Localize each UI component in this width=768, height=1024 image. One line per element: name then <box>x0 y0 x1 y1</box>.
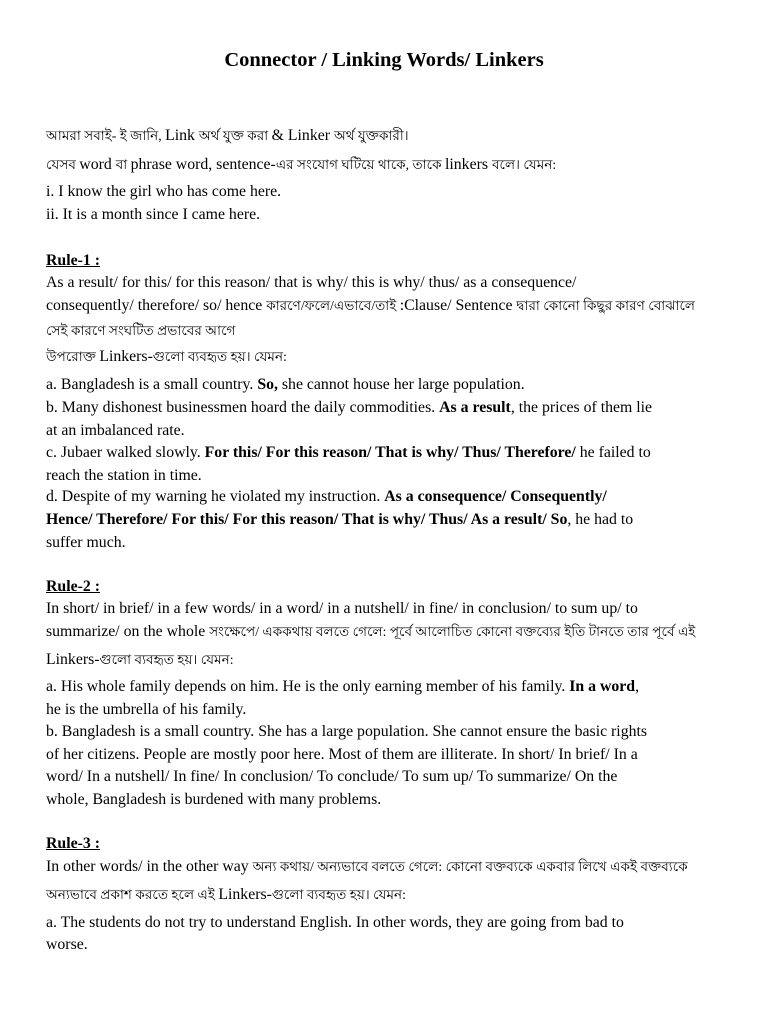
example-linker: So, <box>257 376 278 393</box>
rule-1-usage-line <box>46 347 287 367</box>
intro-text-english: Link <box>165 127 199 144</box>
intro-example-1: i. I know the girl who has come here. <box>46 183 282 200</box>
rule-1-example-c-line-1 <box>46 443 651 463</box>
example-linker: As a result <box>439 399 511 416</box>
text-bengali: উপরোক্ত <box>46 349 100 364</box>
rule-2-linkers-line-1: In short/ in brief/ in a few words/ in a word/ in a nutshell/ in fine/ in conclusion/ to sum up/ to <box>46 600 638 617</box>
example-linker: Hence/ Therefore/ For this/ For this reason/ That is why/ Thus/ As a result/ So <box>46 511 568 528</box>
example-text: she cannot house her large population. <box>277 376 525 393</box>
example-linker: As a consequence/ Consequently/ <box>384 488 607 505</box>
intro-line-1 <box>46 126 409 146</box>
text-english: Linkers- <box>46 651 100 668</box>
rule-1-example-d-line-3: suffer much. <box>46 534 126 551</box>
example-text: , <box>635 678 640 695</box>
text-bengali: অন্যভাবে প্রকাশ করতে হলে এই <box>46 887 219 902</box>
example-text: a. His whole family depends on him. He is the only earning member of his family. <box>46 678 570 695</box>
rule-1-description-line: সেই কারণে সংঘটিত প্রভাবের আগে <box>46 323 236 338</box>
example-linker: For this/ For this reason/ That is why/ Thus/ Therefore/ <box>204 444 576 461</box>
intro-text-english: & Linker <box>271 127 334 144</box>
intro-text-bengali: আমরা সবাই- ই জানি, <box>46 128 166 143</box>
intro-text-english: phrase word, sentence- <box>130 156 276 173</box>
text-english: In other words/ in the other way <box>46 858 253 875</box>
rule-3-usage-line <box>46 885 406 905</box>
text-english: Linkers- <box>218 886 272 903</box>
rule-1-example-b-line-2: at an imbalanced rate. <box>46 422 185 439</box>
rule-2-example-b-line-3: word/ In a nutshell/ In fine/ In conclusion/ To conclude/ To sum up/ To summarize/ On the <box>46 768 618 785</box>
rule-2-example-a-line-2: he is the umbrella of his family. <box>46 701 247 718</box>
example-linker: In a word <box>569 678 636 695</box>
text-bengali: অন্য কথায়/ অন্যভাবে বলতে গেলে: কোনো বক্তব্যকে একবার লিখে একই বক্তব্যকে <box>252 859 688 874</box>
text-english: consequently/ therefore/ so/ hence <box>46 297 267 314</box>
example-text: , the prices of them lie <box>510 399 653 416</box>
rule-2-usage-line <box>46 650 234 670</box>
rule-2-heading: Rule-2 : <box>46 578 100 595</box>
rule-2-example-b-line-1: b. Bangladesh is a small country. She has a large population. She cannot ensure the basic rights <box>46 723 648 740</box>
text-bengali: গুলো ব্যবহৃত হয়। যেমন: <box>271 887 406 902</box>
text-bengali: কারণে/ফলে/এভাবে/তাই <box>266 298 400 313</box>
text-bengali: গুলো ব্যবহৃত হয়। যেমন: <box>152 349 287 364</box>
example-text: , he had to <box>567 511 634 528</box>
rule-3-linkers-line-1 <box>46 857 688 877</box>
intro-text-bengali: এর সংযোগ ঘটিয়ে থাকে, তাকে <box>275 157 445 172</box>
rule-1-linkers-line-2 <box>46 296 695 316</box>
rule-3-heading: Rule-3 : <box>46 835 100 852</box>
intro-text-bengali: বলে। যেমন: <box>491 157 557 172</box>
rule-3-example-a-line-2: worse. <box>46 936 88 953</box>
rule-1-linkers-line-1: As a result/ for this/ for this reason/ that is why/ this is why/ thus/ as a consequence/ <box>46 274 577 291</box>
rule-1-example-a <box>46 375 525 395</box>
text-english: Linkers- <box>99 348 153 365</box>
text-bengali: দ্বারা কোনো কিছুর কারণ বোঝালে <box>516 298 696 313</box>
intro-text-bengali: বা <box>115 157 131 172</box>
intro-text-bengali: অর্থ যুক্তকারী। <box>333 128 409 143</box>
example-text: d. Despite of my warning he violated my instruction. <box>46 488 385 505</box>
intro-text-english: linkers <box>445 156 492 173</box>
intro-line-2 <box>46 155 556 175</box>
rule-2-linkers-line-2 <box>46 622 695 642</box>
intro-text-bengali: যেসব <box>46 157 80 172</box>
page-title: Connector / Linking Words/ Linkers <box>224 49 544 71</box>
rule-1-example-b-line-1 <box>46 398 652 418</box>
text-english: summarize/ on the whole <box>46 623 210 640</box>
text-bengali: সংক্ষেপে/ এককথায় বলতে গেলে: পূর্বে আলোচিত কোনো বক্তব্যের ইতি টানতে তার পূর্বে এই <box>209 624 696 639</box>
example-text: c. Jubaer walked slowly. <box>46 444 205 461</box>
rule-2-example-b-line-4: whole, Bangladesh is burdened with many problems. <box>46 791 382 808</box>
example-text: b. Many dishonest businessmen hoard the daily commodities. <box>46 399 440 416</box>
rule-1-example-d-line-2 <box>46 510 633 530</box>
example-text: a. Bangladesh is a small country. <box>46 376 258 393</box>
rule-3-example-a-line-1: a. The students do not try to understand English. In other words, they are going from bad to <box>46 914 624 931</box>
example-text: he failed to <box>575 444 651 461</box>
rule-2-example-a-line-1 <box>46 677 639 697</box>
intro-text-english: word <box>79 156 116 173</box>
rule-1-heading: Rule-1 : <box>46 252 100 269</box>
rule-2-example-b-line-2: of her citizens. People are mostly poor here. Most of them are illiterate. In short/ In brief/ In a <box>46 746 638 763</box>
rule-1-example-c-line-2: reach the station in time. <box>46 467 202 484</box>
text-english: :Clause/ Sentence <box>399 297 517 314</box>
rule-1-example-d-line-1 <box>46 487 607 507</box>
intro-example-2: ii. It is a month since I came here. <box>46 206 261 223</box>
intro-text-bengali: অর্থ যুক্ত করা <box>198 128 272 143</box>
text-bengali: গুলো ব্যবহৃত হয়। যেমন: <box>99 652 234 667</box>
